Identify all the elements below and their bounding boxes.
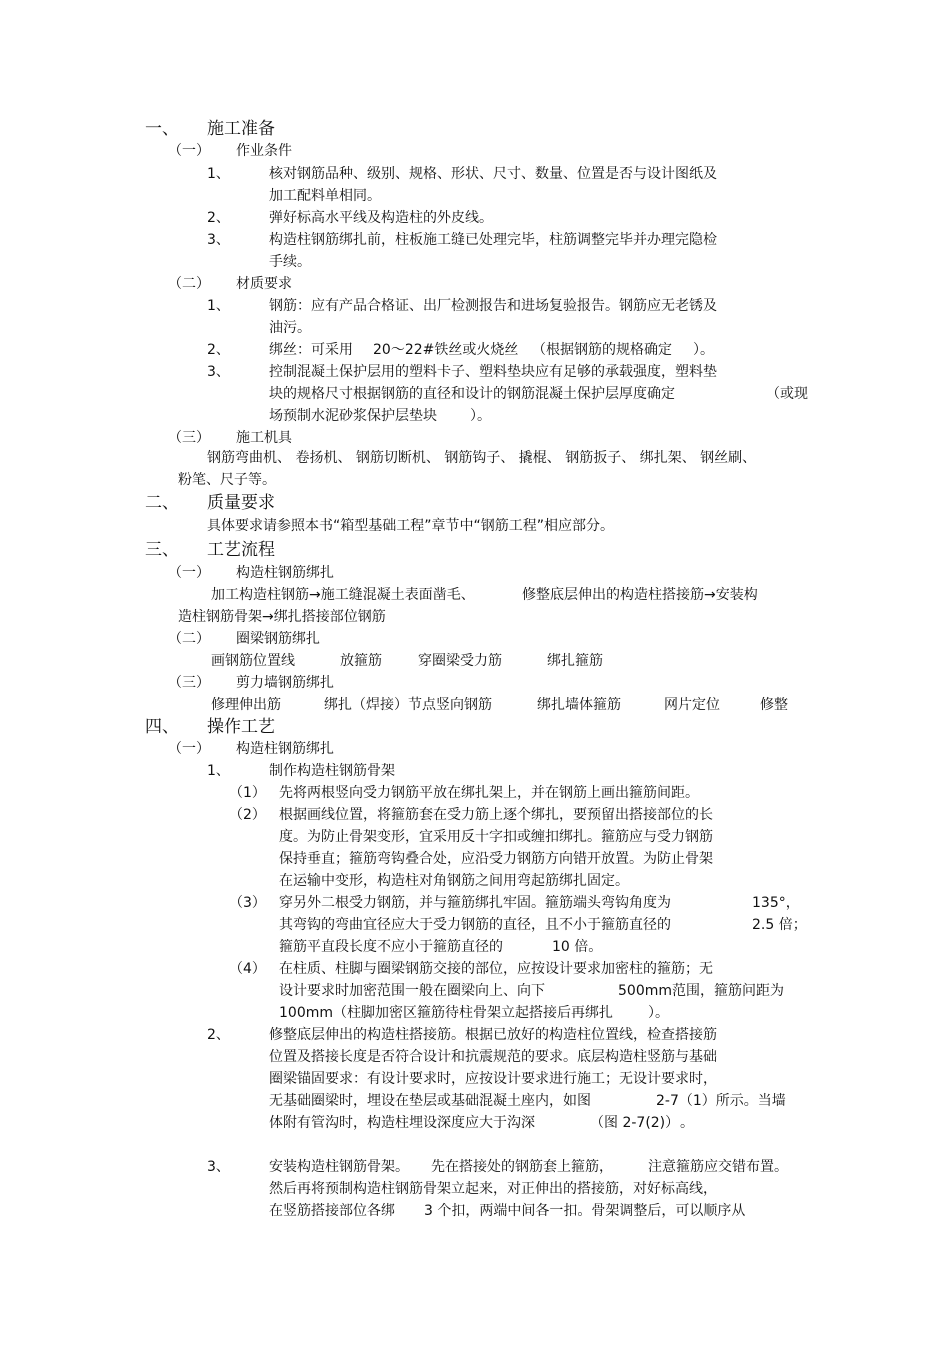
item-number: 3、 bbox=[207, 1159, 230, 1175]
paragraph-fragment: 20～22#铁丝或火烧丝 bbox=[373, 342, 519, 358]
paragraph-number: （3） bbox=[229, 895, 266, 911]
paragraph-line: 钢筋：应有产品合格证、出厂检测报告和进场复验报告。钢筋应无老锈及 bbox=[269, 298, 717, 314]
paragraph-fragment: 安装构造柱钢筋骨架。 bbox=[269, 1159, 409, 1175]
paragraph-fragment: 绑丝：可采用 bbox=[269, 342, 353, 358]
flow-step: 网片定位 bbox=[664, 697, 720, 713]
paragraph-fragment: 其弯钩的弯曲宜径应大于受力钢筋的直径，且不小于箍筋直径的 bbox=[279, 917, 671, 933]
flow-line: 修整底层伸出的构造柱搭接筋→安装构 bbox=[522, 587, 758, 603]
paragraph-line: 根据画线位置，将箍筋套在受力筋上逐个绑扎，要预留出搭接部位的长 bbox=[279, 807, 713, 823]
subsection-1-3-number: （三） bbox=[168, 430, 210, 446]
paragraph-fragment: ）。 bbox=[648, 1005, 669, 1021]
paragraph-fragment: 无基础圈梁时，埋设在垫层或基础混凝土座内，如图 bbox=[269, 1093, 591, 1109]
paragraph-line: 位置及搭接长度是否符合设计和抗震规范的要求。底层构造柱竖筋与基础 bbox=[269, 1049, 717, 1065]
flow-step: 穿圈梁受力筋 bbox=[418, 653, 502, 669]
subsection-4-1-title: 构造柱钢筋绑扎 bbox=[236, 741, 334, 757]
paragraph-fragment: 体附有管沟时，构造柱埋设深度应大于沟深 bbox=[269, 1115, 535, 1131]
subsection-3-3-title: 剪力墙钢筋绑扎 bbox=[236, 675, 334, 691]
item-number: 3、 bbox=[207, 232, 230, 248]
item-number: 2、 bbox=[207, 210, 230, 226]
section-1-number: 一、 bbox=[145, 119, 179, 139]
paragraph-line: 油污。 bbox=[269, 320, 311, 336]
paragraph-fragment: 3 个扣，两端中间各一扣。骨架调整后，可以顺序从 bbox=[424, 1203, 746, 1219]
paragraph-line: 弹好标高水平线及构造柱的外皮线。 bbox=[269, 210, 493, 226]
flow-step: 修整 bbox=[760, 697, 788, 713]
paragraph-fragment: 。 bbox=[680, 1115, 694, 1131]
section-3-number: 三、 bbox=[145, 540, 179, 560]
item-number: 1、 bbox=[207, 763, 230, 779]
paragraph-fragment: 箍筋平直段长度不应小于箍筋直径的 bbox=[279, 939, 503, 955]
subsection-1-2-title: 材质要求 bbox=[236, 276, 292, 292]
paragraph-fragment: 100mm（柱脚加密区箍筋待柱骨架立起搭接后再绑扎 bbox=[279, 1005, 613, 1021]
paragraph-fragment: （根据钢筋的规格确定 bbox=[532, 342, 672, 358]
subsection-3-1-number: （一） bbox=[168, 565, 210, 581]
paragraph-line: 钢筋弯曲机、 卷扬机、 钢筋切断机、 钢筋钩子、 撬棍、 钢筋扳子、 绑扎架、 钢丝刷、 bbox=[207, 450, 757, 466]
section-4-number: 四、 bbox=[145, 717, 179, 737]
subsection-3-2-title: 圈梁钢筋绑扎 bbox=[236, 631, 320, 647]
flow-step: 绑扎箍筋 bbox=[547, 653, 603, 669]
paragraph-line: 度。为防止骨架变形，宜采用反十字扣或缠扣绑扎。箍筋应与受力钢筋 bbox=[279, 829, 713, 845]
subsection-1-3-title: 施工机具 bbox=[236, 430, 292, 446]
paragraph-fragment: 2-7（1）所示。当墙 bbox=[656, 1093, 786, 1109]
flow-step: 画钢筋位置线 bbox=[211, 653, 295, 669]
paragraph-line: 构造柱钢筋绑扎前，柱板施工缝已处理完毕，柱筋调整完毕并办理完隐检 bbox=[269, 232, 717, 248]
paragraph-fragment: 设计要求时加密范围一般在圈梁向上、向下 bbox=[279, 983, 545, 999]
subsection-1-1-title: 作业条件 bbox=[236, 143, 292, 159]
paragraph-number: （4） bbox=[229, 961, 266, 977]
paragraph-fragment: （或现 bbox=[766, 386, 808, 402]
paragraph-fragment: 块的规格尺寸根据钢筋的直径和设计的钢筋混凝土保护层厚度确定 bbox=[269, 386, 675, 402]
paragraph-fragment: 穿另外二根受力钢筋，并与箍筋绑扎牢固。箍筋端头弯钩角度为 bbox=[279, 895, 671, 911]
subsection-3-1-title: 构造柱钢筋绑扎 bbox=[236, 565, 334, 581]
paragraph-fragment: 2.5 倍； bbox=[752, 917, 807, 933]
paragraph-fragment: 500mm范围，箍筋问距为 bbox=[618, 983, 784, 999]
paragraph-line: 保持垂直；箍筋弯钩叠合处，应沿受力钢筋方向错开放置。为防止骨架 bbox=[279, 851, 713, 867]
flow-line: 造柱钢筋骨架→绑扎搭接部位钢筋 bbox=[178, 609, 386, 625]
item-number: 2、 bbox=[207, 1027, 230, 1043]
paragraph-line: 在运输中变形，构造柱对角钢筋之间用弯起筋绑扎固定。 bbox=[279, 873, 629, 889]
paragraph-fragment: 注意箍筋应交错布置。 bbox=[648, 1159, 788, 1175]
item-number: 3、 bbox=[207, 364, 230, 380]
paragraph-line: 先将两根竖向受力钢筋平放在绑扎架上，并在钢筋上画出箍筋间距。 bbox=[279, 785, 699, 801]
paragraph-line: 核对钢筋品种、级别、规格、形状、尺寸、数量、位置是否与设计图纸及 bbox=[269, 166, 717, 182]
flow-step: 绑扎（焊接）节点竖向钢筋 bbox=[324, 697, 492, 713]
subsection-4-1-number: （一） bbox=[168, 741, 210, 757]
section-4-title: 操作工艺 bbox=[207, 717, 275, 737]
item-title: 制作构造柱钢筋骨架 bbox=[269, 763, 395, 779]
paragraph-fragment: 先在搭接处的钢筋套上箍筋， bbox=[431, 1159, 613, 1175]
paragraph-fragment: 10 倍。 bbox=[552, 939, 603, 955]
item-number: 1、 bbox=[207, 298, 230, 314]
paragraph-line: 具体要求请参照本书“箱型基础工程”章节中“钢筋工程”相应部分。 bbox=[207, 518, 615, 534]
section-1-title: 施工准备 bbox=[207, 119, 275, 139]
section-2-number: 二、 bbox=[145, 493, 179, 513]
flow-step: 修理伸出筋 bbox=[211, 697, 281, 713]
flow-line: 加工构造柱钢筋→施工缝混凝土表面凿毛、 bbox=[211, 587, 475, 603]
flow-step: 绑扎墙体箍筋 bbox=[537, 697, 621, 713]
paragraph-number: （2） bbox=[229, 807, 266, 823]
paragraph-line: 圈梁锚固要求：有设计要求时，应按设计要求进行施工；无设计要求时， bbox=[269, 1071, 717, 1087]
subsection-1-1-number: （一） bbox=[168, 143, 210, 159]
paragraph-line: 控制混凝土保护层用的塑料卡子、塑料垫块应有足够的承载强度，塑料垫 bbox=[269, 364, 717, 380]
paragraph-number: （1） bbox=[229, 785, 266, 801]
paragraph-line: 粉笔、尺子等。 bbox=[178, 472, 276, 488]
paragraph-line: 修整底层伸出的构造柱搭接筋。根据已放好的构造柱位置线，检查搭接筋 bbox=[269, 1027, 717, 1043]
subsection-1-2-number: （二） bbox=[168, 276, 210, 292]
item-number: 2、 bbox=[207, 342, 230, 358]
paragraph-line: 在柱质、柱脚与圈梁钢筋交接的部位，应按设计要求加密柱的箍筋；无 bbox=[279, 961, 713, 977]
paragraph-fragment: 在竖筋搭接部位各绑 bbox=[269, 1203, 395, 1219]
item-number: 1、 bbox=[207, 166, 230, 182]
subsection-3-3-number: （三） bbox=[168, 675, 210, 691]
paragraph-line: 手续。 bbox=[269, 254, 311, 270]
paragraph-fragment: 135°， bbox=[752, 895, 800, 911]
paragraph-fragment: （图 2-7(2)） bbox=[590, 1115, 680, 1131]
paragraph-line: 然后再将预制构造柱钢筋骨架立起来，对正伸出的搭接筋，对好标高线， bbox=[269, 1181, 717, 1197]
flow-step: 放箍筋 bbox=[340, 653, 382, 669]
section-3-title: 工艺流程 bbox=[207, 540, 275, 560]
paragraph-fragment: 场预制水泥砂浆保护层垫块 bbox=[269, 408, 437, 424]
paragraph-fragment: ）。 bbox=[693, 342, 714, 358]
section-2-title: 质量要求 bbox=[207, 493, 275, 513]
subsection-3-2-number: （二） bbox=[168, 631, 210, 647]
paragraph-fragment: ）。 bbox=[470, 408, 491, 424]
paragraph-line: 加工配料单相同。 bbox=[269, 188, 381, 204]
